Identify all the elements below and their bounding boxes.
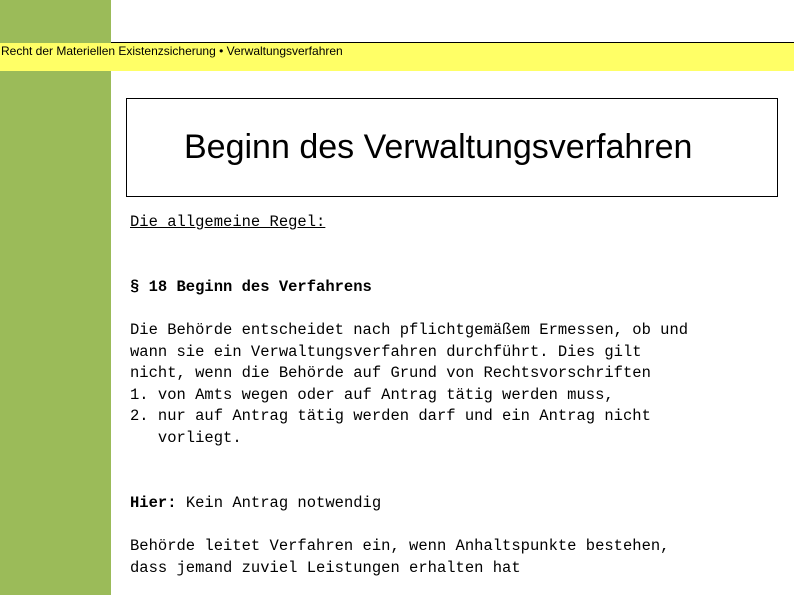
section-heading: Die allgemeine Regel: <box>130 213 326 231</box>
law-line: wann sie ein Verwaltungsverfahren durchführt. Dies gilt <box>130 343 642 361</box>
conclusion-line: Behörde leitet Verfahren ein, wenn Anhaltspunkte bestehen, <box>130 537 670 555</box>
law-line: 1. von Amts wegen oder auf Antrag tätig werden muss, <box>130 386 614 404</box>
note-label: Hier: <box>130 494 177 512</box>
note-text: Kein Antrag notwendig <box>176 494 382 512</box>
law-line: nicht, wenn die Behörde auf Grund von Rechtsvorschriften <box>130 364 651 382</box>
note-line <box>130 493 381 515</box>
slide-title: Beginn des Verwaltungsverfahren <box>184 128 693 166</box>
breadcrumb: Recht der Materiellen Existenzsicherung • Verwaltungsverfahren <box>1 44 343 58</box>
conclusion-line: dass jemand zuviel Leistungen erhalten hat <box>130 559 521 577</box>
law-line: 2. nur auf Antrag tätig werden darf und ein Antrag nicht <box>130 407 651 425</box>
law-line: Die Behörde entscheidet nach pflichtgemäßem Ermessen, ob und <box>130 321 689 339</box>
law-heading: § 18 Beginn des Verfahrens <box>130 278 372 296</box>
law-line: vorliegt. <box>130 429 242 447</box>
green-sidebar <box>0 0 111 595</box>
